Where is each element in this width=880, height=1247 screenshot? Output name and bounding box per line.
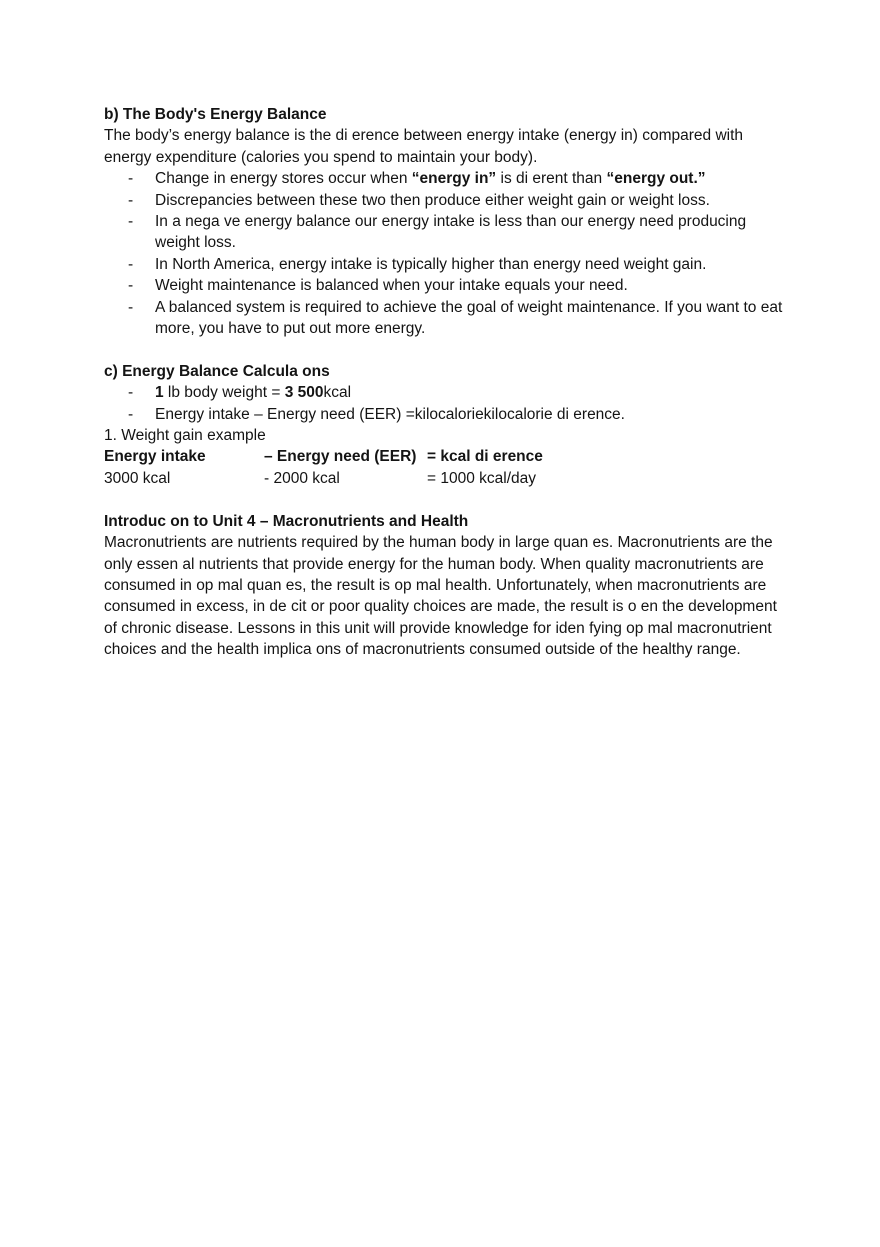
dash-bullet: -	[128, 255, 134, 273]
table-header-cell: Energy intake	[104, 448, 206, 466]
table-header-cell: = kcal di erence	[427, 448, 543, 466]
table-cell: = 1000 kcal/day	[427, 469, 537, 487]
dash-bullet: -	[128, 170, 134, 188]
dash-bullet: -	[128, 191, 134, 209]
calc-table-header	[104, 446, 784, 467]
unit4-heading: Introduc on to Unit 4 – Macronutrients and Health	[104, 512, 469, 530]
document-content	[104, 104, 784, 661]
list-item: - 1 lb body weight = 3 500kcal	[104, 382, 784, 403]
list-item: - Energy intake – Energy need (EER) =kilocaloriekilocalorie di erence.	[104, 404, 784, 425]
table-cell: - 2000 kcal	[264, 469, 340, 487]
section-b-intro: The body’s energy balance is the di erence between energy intake (energy in) compared with energy expenditure (calories you spend to maintain your body).	[104, 127, 744, 166]
dash-bullet: -	[128, 384, 134, 402]
energy-in-term: “energy in”	[411, 170, 497, 188]
section-b-heading: b) The Body's Energy Balance	[104, 106, 327, 123]
dash-bullet: -	[128, 298, 134, 316]
list-item: - In a nega ve energy balance our energy intake is less than our energy need producing weight loss.	[128, 213, 747, 252]
dash-bullet: -	[128, 213, 134, 231]
list-item: - Weight maintenance is balanced when your intake equals your need.	[104, 275, 784, 296]
weight-gain-example-label: 1. Weight gain example	[104, 427, 266, 445]
section-b-list	[104, 168, 784, 339]
table-header-cell: – Energy need (EER)	[264, 448, 417, 466]
table-row	[104, 468, 784, 489]
section-c-list	[104, 382, 784, 425]
list-item: - Change in energy stores occur when “energy in” is di erent than “energy out.”	[104, 168, 784, 189]
dash-bullet: -	[128, 277, 134, 295]
spacer	[104, 339, 784, 360]
unit4-body: Macronutrients are nutrients required by the human body in large quan es. Macronutrients are the only essen al nutrients that provide energy for the human body. When quality macronutrients are consumed in op mal quan es, the result is op mal health. Unfortunately, when macronutrients are consumed in excess, in de cit or poor quality choices are made, the result is o en the development of chronic disease. Lessons in this unit will provide knowledge for iden fying op mal macronutrient choices and the health implica ons of macronutrients consumed outside of the healthy range.	[104, 534, 777, 659]
list-item: - In North America, energy intake is typically higher than energy need weight gain.	[104, 254, 784, 275]
section-c-heading: c) Energy Balance Calcula ons	[104, 362, 330, 380]
dash-bullet: -	[128, 405, 134, 423]
list-item: - A balanced system is required to achieve the goal of weight maintenance. If you want to eat more, you have to put out more energy.	[128, 298, 783, 338]
table-cell: 3000 kcal	[104, 469, 171, 487]
energy-out-term: “energy out.”	[606, 170, 706, 188]
list-item: - Discrepancies between these two then produce either weight gain or weight loss.	[104, 190, 784, 211]
spacer	[104, 489, 784, 510]
